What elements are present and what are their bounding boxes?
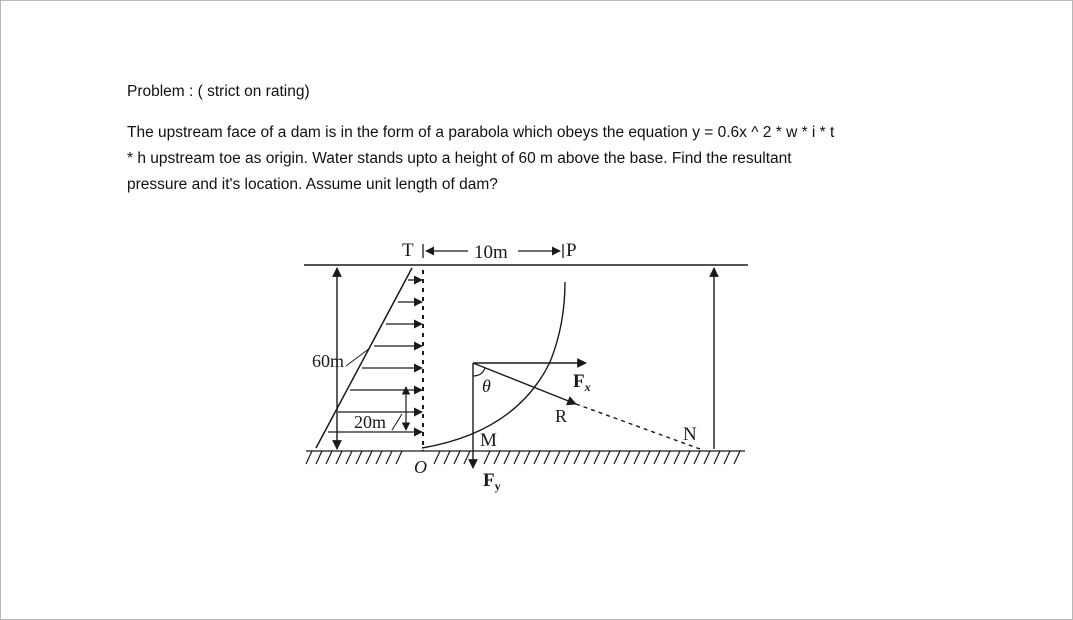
label-o: O — [414, 457, 427, 477]
label-t: T — [402, 240, 414, 261]
ground-hatch — [306, 451, 745, 464]
label-fy-sub: y — [494, 479, 501, 493]
dam-diagram — [290, 230, 770, 500]
label-m: M — [480, 430, 497, 451]
label-fy — [483, 470, 501, 493]
problem-line-3: pressure and it's location. Assume unit length of dam? — [127, 176, 498, 193]
problem-line-2: * h upstream toe as origin. Water stands upto a height of 60 m above the base. Find the resultant — [127, 150, 792, 167]
problem-title: Problem : ( strict on rating) — [127, 83, 310, 100]
dimension-20m-leader — [392, 414, 402, 430]
label-theta: θ — [482, 376, 491, 396]
label-fx-sub: x — [584, 380, 591, 394]
resultant-line-of-action — [576, 404, 700, 449]
problem-statement — [127, 120, 967, 198]
label-fx — [573, 371, 591, 394]
theta-angle-arc — [473, 368, 485, 376]
label-r: R — [555, 406, 568, 426]
label-n: N — [683, 424, 697, 445]
problem-line-1: The upstream face of a dam is in the form of a parabola which obeys the equation y = 0.6x ^ 2 * w * i * t — [127, 124, 835, 141]
label-20m: 20m — [354, 412, 387, 432]
label-fy-main: F — [483, 470, 495, 491]
pressure-diagram-leader — [346, 348, 370, 366]
label-p: P — [566, 240, 577, 261]
label-10m: 10m — [474, 242, 508, 263]
label-fx-main: F — [573, 371, 585, 392]
label-60m: 60m — [312, 351, 345, 371]
parabolic-dam-face — [422, 282, 568, 448]
